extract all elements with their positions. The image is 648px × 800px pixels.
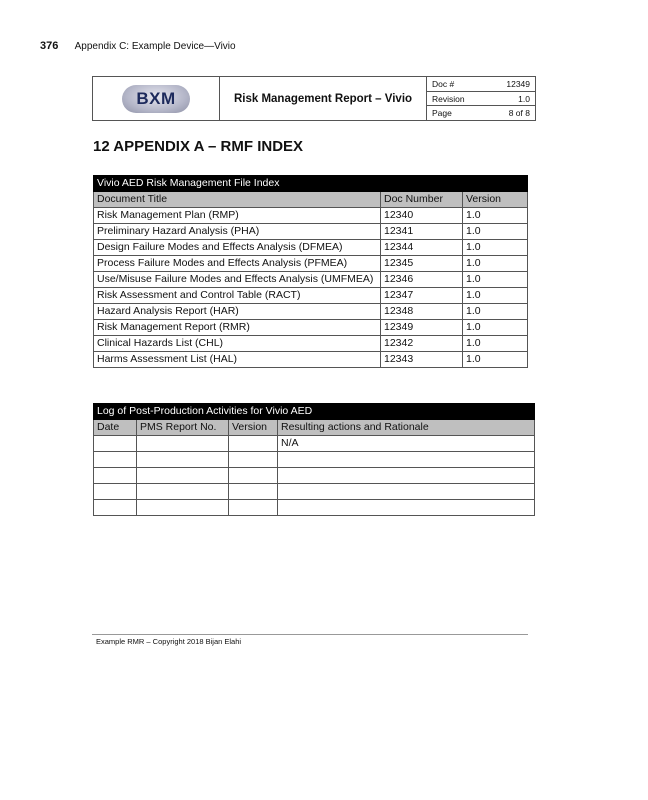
table-cell: 1.0 [463,336,528,352]
table-row [94,240,528,256]
document-meta [427,77,535,120]
table-cell: 12347 [381,288,463,304]
table-cell: 12343 [381,352,463,368]
footer-copyright: Example RMR – Copyright 2018 Bijan Elahi [96,637,242,646]
table-caption-row [94,404,535,420]
table-cell: Hazard Analysis Report (HAR) [94,304,381,320]
table-cell: Preliminary Hazard Analysis (PHA) [94,224,381,240]
table-cell [229,452,278,468]
table-cell [278,484,535,500]
table-row [94,336,528,352]
table-cell: Use/Misuse Failure Modes and Effects Analysis (UMFMEA) [94,272,381,288]
report-title: Risk Management Report – Vivio [220,77,427,120]
table-cell: Design Failure Modes and Effects Analysis (DFMEA) [94,240,381,256]
table-row [94,256,528,272]
table-row [94,272,528,288]
table-cell [137,500,229,516]
table-cell [137,468,229,484]
table-cell [94,452,137,468]
post-production-log-table [93,403,535,516]
table-cell: 12340 [381,208,463,224]
table-cell: 12346 [381,272,463,288]
table-row [94,500,535,516]
document-header [92,76,536,121]
table-row [94,304,528,320]
table-cell: 12342 [381,336,463,352]
column-header: Document Title [94,192,381,208]
table-cell: Process Failure Modes and Effects Analysis (PFMEA) [94,256,381,272]
meta-value: 8 of 8 [508,108,530,119]
table-cell [137,452,229,468]
table-cell: 1.0 [463,240,528,256]
table-cell [278,452,535,468]
column-header: Version [229,420,278,436]
meta-value: 12349 [506,78,530,89]
table-cell: 1.0 [463,224,528,240]
table-cell: Risk Management Plan (RMP) [94,208,381,224]
table-header-row [94,420,535,436]
table-caption: Vivio AED Risk Management File Index [94,176,528,192]
meta-label: Doc # [432,78,455,89]
table-cell: 1.0 [463,304,528,320]
table-cell [229,500,278,516]
table-cell [94,468,137,484]
running-head-text: Appendix C: Example Device—Vivio [74,41,236,52]
table-row [94,452,535,468]
section-heading: 12 APPENDIX A – RMF INDEX [93,138,304,155]
meta-page [427,106,535,120]
table-cell: Harms Assessment List (HAL) [94,352,381,368]
table-cell: 1.0 [463,320,528,336]
table-caption-row [94,176,528,192]
meta-doc-number [427,77,535,92]
table-caption: Log of Post-Production Activities for Vivio AED [94,404,535,420]
table-cell: 12345 [381,256,463,272]
table-cell [137,436,229,452]
column-header: Doc Number [381,192,463,208]
table-cell: Risk Management Report (RMR) [94,320,381,336]
table-cell: N/A [278,436,535,452]
table-row [94,224,528,240]
page-number: 376 [40,40,59,52]
meta-revision [427,92,535,107]
column-header: Date [94,420,137,436]
table-cell [229,468,278,484]
table-cell: 12341 [381,224,463,240]
table-row [94,436,535,452]
meta-label: Revision [432,93,465,104]
table-cell [94,500,137,516]
table-cell [278,468,535,484]
table-row [94,320,528,336]
table-cell: Clinical Hazards List (CHL) [94,336,381,352]
table-row [94,288,528,304]
table-cell: 1.0 [463,256,528,272]
running-head [40,40,236,52]
table-row [94,352,528,368]
column-header: PMS Report No. [137,420,229,436]
table-header-row [94,192,528,208]
bxm-logo: BXM [122,85,190,113]
table-cell [229,484,278,500]
column-header: Version [463,192,528,208]
table-cell [94,436,137,452]
table-cell [229,436,278,452]
table-cell [137,484,229,500]
table-cell: 12344 [381,240,463,256]
table-cell [94,484,137,500]
table-row [94,208,528,224]
rmf-index-table [93,175,528,368]
meta-value: 1.0 [518,93,530,104]
table-cell [278,500,535,516]
table-cell: Risk Assessment and Control Table (RACT) [94,288,381,304]
table-cell: 1.0 [463,288,528,304]
meta-label: Page [432,108,452,119]
footer-divider [92,634,528,635]
column-header: Resulting actions and Rationale [278,420,535,436]
table-row [94,484,535,500]
table-cell: 12348 [381,304,463,320]
table-cell: 1.0 [463,208,528,224]
table-cell: 12349 [381,320,463,336]
logo-cell [93,77,220,120]
table-row [94,468,535,484]
table-cell: 1.0 [463,352,528,368]
table-cell: 1.0 [463,272,528,288]
